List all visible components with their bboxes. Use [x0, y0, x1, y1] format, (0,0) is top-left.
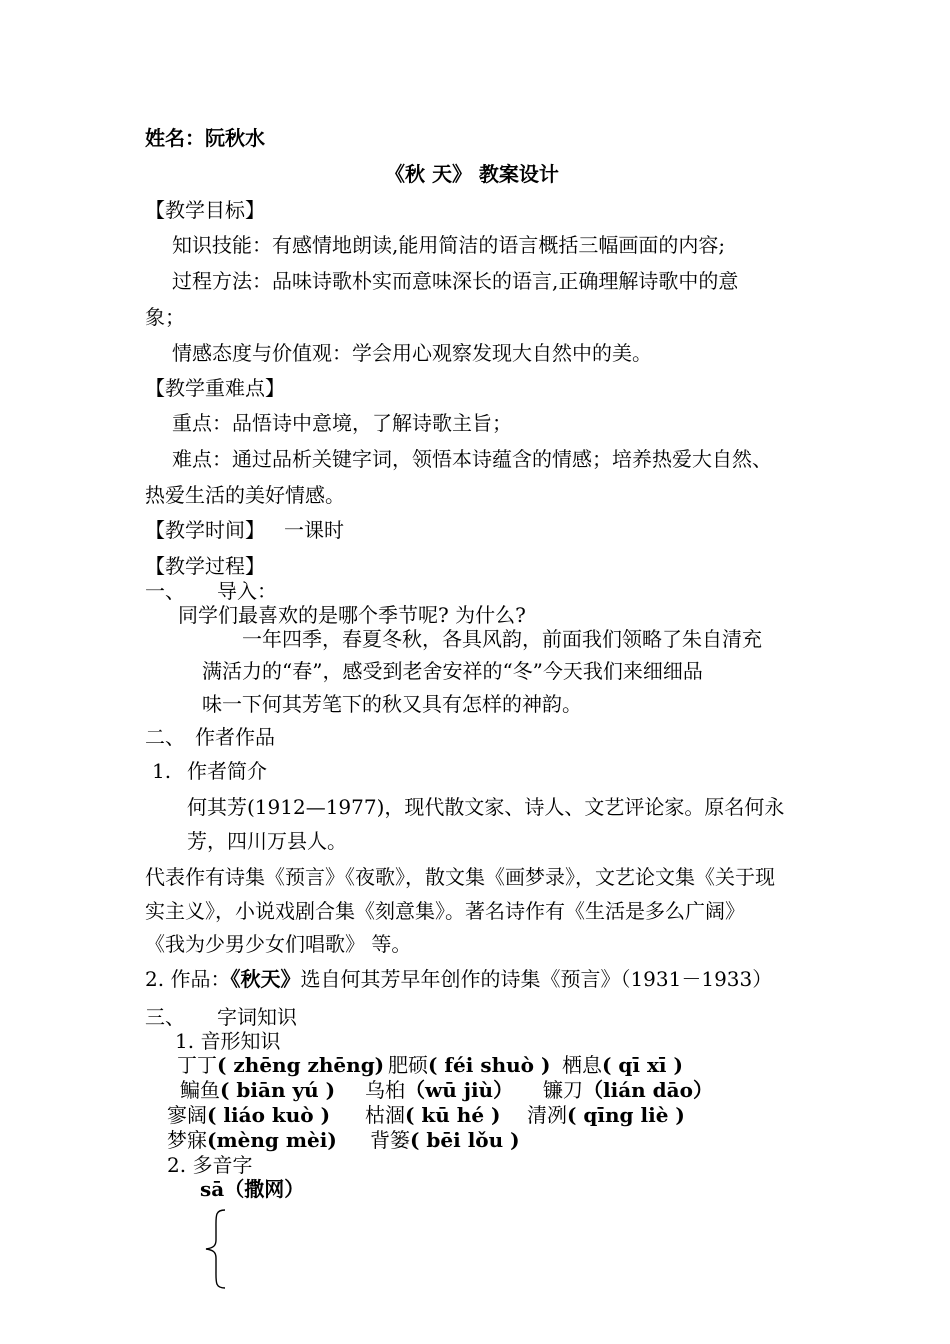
curly-brace-icon	[203, 1208, 233, 1290]
vocab-item: 丁丁( zhēng zhēng)	[177, 1053, 385, 1077]
author-bio-line: 何其芳(1912—1977)，现代散文家、诗人、文艺评论家。原名何永	[187, 795, 785, 819]
vocab-item: 寥阔( liáo kuò )	[167, 1103, 331, 1127]
objective-knowledge: 知识技能：有感情地朗读,能用简洁的语言概括三幅画面的内容;	[172, 233, 726, 257]
vocab-item: 清冽( qīng liè )	[527, 1103, 685, 1127]
section-2-title: 作者作品	[195, 725, 275, 749]
work-intro-prefix: 2. 作品：	[145, 967, 231, 991]
objectives-heading: 【教学目标】	[145, 198, 265, 222]
vocab-item: 背篓( bēi lǒu )	[370, 1128, 520, 1152]
section-3-number: 三、	[145, 1005, 185, 1029]
section-3-title: 字词知识	[217, 1005, 297, 1029]
intro-paragraph-line: 满活力的“春”，感受到老舍安祥的“冬”今天我们来细细品	[202, 659, 703, 683]
polyphone-reading: sā（撒网）	[200, 1177, 305, 1201]
keypoint-focus: 重点：品悟诗中意境，了解诗歌主旨；	[172, 411, 512, 435]
process-heading: 【教学过程】	[145, 554, 265, 578]
time-heading: 【教学时间】	[145, 518, 265, 542]
subsection-polyphone: 2. 多音字	[167, 1153, 253, 1177]
section-2-number: 二、	[145, 725, 185, 749]
keypoint-difficulty: 难点：通过品析关键字词，领悟本诗蕴含的情感；培养热爱大自然、	[172, 447, 772, 471]
objective-process: 过程方法：品味诗歌朴实而意味深长的语言,正确理解诗歌中的意	[172, 269, 739, 293]
intro-paragraph-line: 味一下何其芳笔下的秋又具有怎样的神韵。	[202, 692, 582, 716]
vocab-item: 镰刀（lián dāo）	[543, 1078, 713, 1102]
author-name: 姓名：阮秋水	[145, 126, 265, 150]
subsection-1-title: 作者简介	[187, 759, 267, 783]
subsection-sound-form: 1. 音形知识	[175, 1029, 281, 1053]
representative-works-line: 实主义》，小说戏剧合集《刻意集》。著名诗作有《生活是多么广阔》	[145, 899, 745, 923]
vocab-item: 鳊鱼( biān yú )	[180, 1078, 336, 1102]
intro-paragraph-line: 一年四季，春夏冬秋，各具风韵，前面我们领略了朱自清充	[242, 627, 762, 651]
work-intro-rest: 选自何其芳早年创作的诗集《预言》（1931－1933）	[300, 967, 773, 991]
work-title: 《秋天》	[230, 967, 301, 991]
vocab-item: 枯涸( kū hé )	[365, 1103, 501, 1127]
keypoints-heading: 【教学重难点】	[145, 376, 285, 400]
intro-question: 同学们最喜欢的是哪个季节呢? 为什么?	[178, 603, 526, 627]
objective-attitude: 情感态度与价值观：学会用心观察发现大自然中的美。	[172, 341, 652, 365]
section-1-number: 一、	[145, 579, 185, 603]
subsection-1-number: 1.	[152, 759, 172, 783]
page-title: 《秋 天》 教案设计	[385, 162, 559, 186]
vocab-item: 乌桕（wū jiù）	[365, 1078, 514, 1102]
representative-works-line: 代表作有诗集《预言》《夜歌》，散文集《画梦录》，文艺论文集《关于现	[145, 865, 775, 889]
work-intro-line	[145, 966, 772, 992]
vocab-item: 栖息( qī xī )	[562, 1053, 683, 1077]
time-value: 一课时	[284, 518, 344, 542]
vocab-item: 肥硕( féi shuò )	[388, 1053, 551, 1077]
keypoint-difficulty-cont: 热爱生活的美好情感。	[145, 483, 345, 507]
representative-works-line: 《我为少男少女们唱歌》 等。	[145, 932, 412, 956]
vocab-item: 梦寐(mèng mèi)	[167, 1128, 337, 1152]
author-bio-line: 芳，四川万县人。	[187, 829, 347, 853]
objective-process-cont: 象；	[145, 305, 185, 329]
section-1-title: 导入：	[217, 579, 277, 603]
